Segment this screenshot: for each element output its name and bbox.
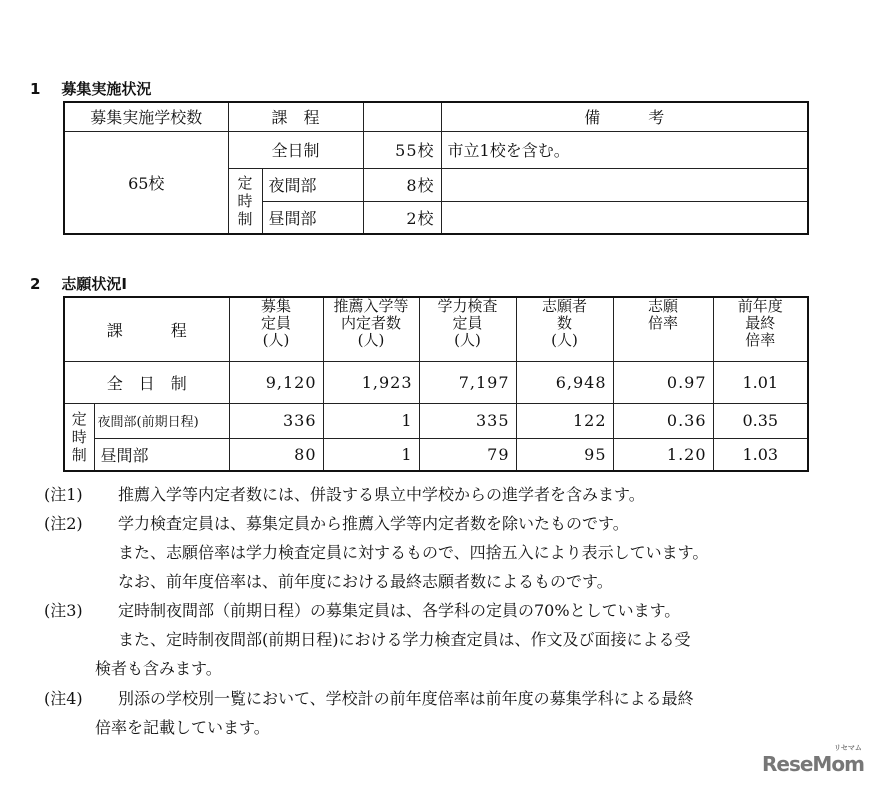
applicants-cell: 95 xyxy=(516,438,613,471)
header-exam-capacity: 学力検査 定員 (人) xyxy=(419,297,516,361)
header-recommended: 推薦入学等 内定者数 (人) xyxy=(323,297,419,361)
table-row xyxy=(64,403,808,438)
ratio-cell: 1.20 xyxy=(613,438,713,471)
prev-ratio-cell: 1.01 xyxy=(713,361,808,403)
prev-ratio-cell: 1.03 xyxy=(713,438,808,471)
course-cell: 昼間部 xyxy=(262,201,363,234)
note-text: 検者も含みます。 xyxy=(95,659,222,678)
ratio-cell: 0.36 xyxy=(613,403,713,438)
section1-heading xyxy=(30,78,151,99)
header-schools: 募集実施学校数 xyxy=(64,102,228,131)
count-cell: 8校 xyxy=(363,168,441,201)
note-text: 定時制夜間部（前期日程）の募集定員は、各学科の定員の70%としています。 xyxy=(118,601,681,620)
count-cell: 55校 xyxy=(363,131,441,168)
remark-cell xyxy=(441,201,808,234)
applications-table xyxy=(63,296,809,472)
table-row xyxy=(64,361,808,403)
parttime-label: 定 時 制 xyxy=(228,168,262,234)
applicants-cell: 6,948 xyxy=(516,361,613,403)
recruitment-table xyxy=(63,101,809,235)
applicants-cell: 122 xyxy=(516,403,613,438)
header-course: 課 程 xyxy=(228,102,363,131)
note-label: (注3) xyxy=(44,601,83,620)
course-cell: 夜間部 xyxy=(262,168,363,201)
ratio-cell: 0.97 xyxy=(613,361,713,403)
prev-ratio-cell: 0.35 xyxy=(713,403,808,438)
header-applicants: 志願者 数 (人) xyxy=(516,297,613,361)
note-text: 倍率を記載しています。 xyxy=(95,718,270,737)
course-cell: 全日制 xyxy=(228,131,363,168)
recommended-cell: 1 xyxy=(323,438,419,471)
note-text: また、志願倍率は学力検査定員に対するもので、四捨五入により表示しています。 xyxy=(118,543,709,562)
total-schools: 65校 xyxy=(64,131,228,234)
count-cell: 2校 xyxy=(363,201,441,234)
note-text: 学力検査定員は、募集定員から推薦入学等内定者数を除いたものです。 xyxy=(118,514,629,533)
exam-capacity-cell: 79 xyxy=(419,438,516,471)
header-prev-ratio: 前年度 最終 倍率 xyxy=(713,297,808,361)
section2-heading xyxy=(30,273,127,294)
table-row xyxy=(64,438,808,471)
header-course: 課 程 xyxy=(64,297,229,361)
header-capacity: 募集 定員 (人) xyxy=(229,297,323,361)
capacity-cell: 80 xyxy=(229,438,323,471)
note-text: なお、前年度倍率は、前年度における最終志願者数によるものです。 xyxy=(118,572,613,591)
note-text: 別添の学校別一覧において、学校計の前年度倍率は前年度の募集学科による最終 xyxy=(118,689,694,708)
exam-capacity-cell: 335 xyxy=(419,403,516,438)
course-cell: 夜間部(前期日程) xyxy=(94,403,229,438)
section-number: 1 xyxy=(30,80,41,98)
note-text: 推薦入学等内定者数には、併設する県立中学校からの進学者を含みます。 xyxy=(118,485,645,504)
resemom-logo: ReseMom リセマム xyxy=(762,744,864,776)
course-cell: 昼間部 xyxy=(94,438,229,471)
parttime-label: 定 時 制 xyxy=(64,403,94,471)
remark-cell xyxy=(441,168,808,201)
capacity-cell: 9,120 xyxy=(229,361,323,403)
note-label: (注4) xyxy=(44,689,83,708)
note-text: また、定時制夜間部(前期日程)における学力検査定員は、作文及び面接による受 xyxy=(118,630,691,649)
capacity-cell: 336 xyxy=(229,403,323,438)
remark-cell: 市立1校を含む。 xyxy=(441,131,808,168)
section-title: 募集実施状況 xyxy=(61,80,152,98)
note-label: (注1) xyxy=(44,485,83,504)
recommended-cell: 1,923 xyxy=(323,361,419,403)
recommended-cell: 1 xyxy=(323,403,419,438)
header-ratio: 志願 倍率 xyxy=(613,297,713,361)
section-number: 2 xyxy=(30,275,41,293)
note-label: (注2) xyxy=(44,514,83,533)
exam-capacity-cell: 7,197 xyxy=(419,361,516,403)
header-blank xyxy=(363,102,441,131)
section-title: 志願状況Ⅰ xyxy=(61,275,127,293)
course-cell: 全 日 制 xyxy=(64,361,229,403)
header-remarks: 備 考 xyxy=(441,102,808,131)
